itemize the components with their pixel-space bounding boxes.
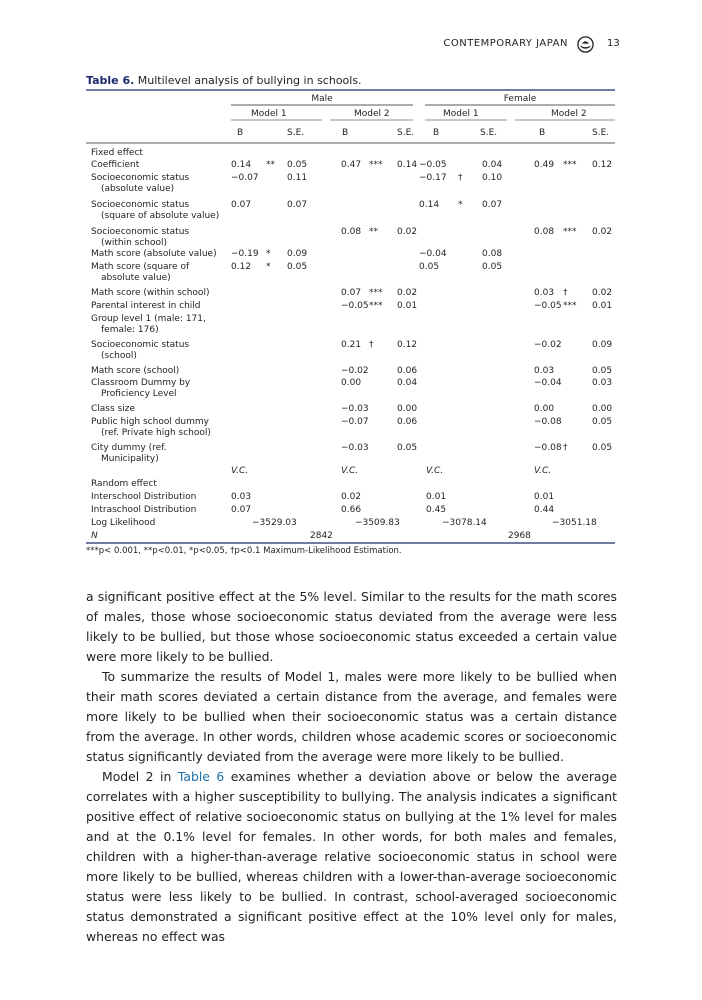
row-label: Socioeconomic status — [91, 173, 190, 183]
table-cell: −0.02 — [534, 340, 562, 350]
table-cell: 0.03 — [592, 378, 613, 388]
random-effect-label: Random effect — [91, 479, 157, 489]
paragraph: To summarize the results of Model 1, males were more likely to be bullied when their math scores deviated a certain distance from the average, and females were more likely to be bullied when their socioeconomic status was a certain distance from the average. In other words, children whose academic scores or socioeconomic status significantly deviated from the average were more likely to be bullied. — [86, 669, 617, 764]
table-cell: 0.08 — [534, 227, 555, 237]
table-cell: 0.03 — [534, 366, 555, 376]
table-cell: 0.00 — [341, 378, 362, 388]
regression-table: Male Female Model 1 Model 2 Model 1 Model 2 B S.E. B S.E. B S.E. B S.E. Fixed effect Coefficient 0.14 ** 0.05 0.47 *** 0.14 −0.05 0.04 0.49 *** 0.12 Socioeconomic status (absolute value) −0.07 0.11 −0.17 † 0.10 Socioeconomic status (square of absolute value) 0.07 0.07 0.14 * 0.07 Socioeconomic status (within school) 0.08 ** 0.02 0.08 *** 0.02 Math score (absolute value) −0.19 * 0.09 −0.04 0.08 Math score (square of absolute value) 0.12 * 0.05 0.05 0.05 Math score (within school) 0.07 *** 0.02 0.03 † 0.02 Parental interest in child −0.05 *** 0.01 −0.05 *** 0.01 Group level 1 (male: 171, female: 176) Socioeconomic status (school) 0.21 † 0.12 −0.02 0.09 Math score (school) −0.02 0.06 0.03 0.05 Classroom Dummy by Proficiency Level 0.00 0.04 −0.04 0.03 Class size −0.03 0.00 0.00 0.00 Public high school dummy (ref. Private high school) −0.07 0.06 −0.08 0.05 City dummy (ref. Municipality) −0.03 0.05 −0.08 † 0.05 V.C. V.C. V.C. V.C. Random effect Interschool Distribution 0.03 0.02 0.01 0.01 Intraschool Distribution 0.07 0.66 0.45 0.44 Log Likelihood −3529.03 −3509.83 −3078.14 −3051.18 N 2842 2968 — [86, 86, 615, 546]
table-cell: −0.05 — [341, 301, 369, 311]
table-cell: −0.03 — [341, 443, 369, 453]
table-cell: 0.00 — [534, 404, 555, 414]
random-value: 0.45 — [426, 505, 447, 515]
table-cell: 0.05 — [419, 262, 440, 272]
col-head: S.E. — [592, 128, 610, 138]
table-cell: 0.05 — [592, 443, 613, 453]
model-head: Model 1 — [443, 109, 479, 119]
row-label: Math score (square of — [91, 262, 190, 272]
col-head: S.E. — [480, 128, 498, 138]
significance-marker: * — [266, 249, 271, 259]
random-value: 0.07 — [231, 505, 252, 515]
table-cell: 0.14 — [419, 200, 440, 210]
row-label: Classroom Dummy by — [91, 378, 191, 388]
table-cell: 0.12 — [231, 262, 252, 272]
table-cell: 0.00 — [592, 404, 613, 414]
col-head: S.E. — [287, 128, 305, 138]
journal-logo-icon — [577, 36, 594, 53]
significance-marker: † — [563, 288, 568, 298]
row-label: Socioeconomic status — [91, 200, 190, 210]
row-label: Socioeconomic status — [91, 340, 190, 350]
table-cell: 0.02 — [592, 288, 613, 298]
table-cell: −0.02 — [341, 366, 369, 376]
n-value: 2968 — [508, 531, 531, 541]
significance-marker: † — [458, 173, 463, 183]
running-header — [0, 36, 702, 52]
col-head: S.E. — [397, 128, 415, 138]
row-label: Math score (school) — [91, 366, 180, 376]
row-label-continuation: (square of absolute value) — [101, 211, 220, 221]
model-head: Model 1 — [251, 109, 287, 119]
model-head: Model 2 — [551, 109, 587, 119]
table-cell: −0.04 — [419, 249, 447, 259]
table-cell: 0.05 — [592, 366, 613, 376]
row-label-continuation: (ref. Private high school) — [101, 428, 211, 438]
table-footnote: ***p< 0.001, **p<0.01, *p<0.05, †p<0.1 Maximum-Likelihood Estimation. — [86, 546, 402, 556]
random-row-label: Intraschool Distribution — [91, 505, 197, 515]
significance-marker: * — [458, 200, 463, 210]
random-value: 0.66 — [341, 505, 362, 515]
table-cell: 0.07 — [341, 288, 362, 298]
row-label: Socioeconomic status — [91, 227, 190, 237]
significance-marker: † — [369, 340, 374, 350]
log-likelihood-value: −3078.14 — [442, 518, 487, 528]
log-likelihood-value: −3509.83 — [355, 518, 400, 528]
random-value: 0.01 — [426, 492, 447, 502]
row-label: Fixed effect — [91, 148, 143, 158]
table-cell: −0.05 — [534, 301, 562, 311]
row-label: Parental interest in child — [91, 301, 201, 311]
row-label-continuation: (school) — [101, 351, 137, 361]
table-cell: 0.11 — [287, 173, 308, 183]
row-label: Math score (within school) — [91, 288, 210, 298]
table-cell: −0.19 — [231, 249, 259, 259]
col-head: B — [539, 128, 546, 138]
table-cell: −0.05 — [419, 160, 447, 170]
log-likelihood-value: −3051.18 — [552, 518, 597, 528]
table-cell: 0.01 — [397, 301, 418, 311]
table-cell: 0.49 — [534, 160, 555, 170]
table-cell: −0.17 — [419, 173, 447, 183]
table-cell: 0.00 — [397, 404, 418, 414]
col-head: B — [237, 128, 244, 138]
table-cell: 0.06 — [397, 417, 418, 427]
row-label: Group level 1 (male: 171, — [91, 314, 206, 324]
n-value: 2842 — [310, 531, 333, 541]
table-cell: 0.04 — [397, 378, 418, 388]
significance-marker: *** — [369, 160, 383, 170]
table-6-link[interactable]: Table 6 — [177, 769, 225, 784]
significance-marker: *** — [563, 301, 577, 311]
significance-marker: *** — [563, 227, 577, 237]
table-cell: −0.07 — [231, 173, 259, 183]
row-label-continuation: (absolute value) — [101, 184, 175, 194]
table-cell: 0.05 — [397, 443, 418, 453]
table-cell: −0.07 — [341, 417, 369, 427]
table-cell: 0.07 — [482, 200, 503, 210]
row-label-continuation: absolute value) — [101, 273, 171, 283]
table-cell: −0.03 — [341, 404, 369, 414]
table-cell: −0.08 — [534, 443, 562, 453]
significance-marker: ** — [369, 227, 378, 237]
table-cell: 0.02 — [592, 227, 613, 237]
row-label: Math score (absolute value) — [91, 249, 217, 259]
model-head: Model 2 — [354, 109, 390, 119]
random-value: 0.01 — [534, 492, 555, 502]
table-cell: 0.14 — [397, 160, 418, 170]
table-cell: 0.02 — [397, 288, 418, 298]
significance-marker: † — [563, 443, 568, 453]
table-cell: 0.02 — [397, 227, 418, 237]
vc-label: V.C. — [341, 466, 359, 476]
vc-label: V.C. — [426, 466, 444, 476]
body-text — [86, 587, 617, 947]
n-label: N — [91, 531, 98, 541]
page-number: 13 — [607, 38, 620, 49]
table-title: Multilevel analysis of bullying in schools. — [137, 74, 362, 87]
row-label-continuation: (within school) — [101, 238, 168, 248]
table-cell: 0.21 — [341, 340, 362, 350]
paragraph-text: examines whether a deviation above or below the average correlates with a higher susceptibility to bullying. The analysis indicates a significant positive effect of relative socioeconomic status on bullying at the 1% level for males and at the 0.1% level for females. In other words, for both males and females, children with a higher-than-average relative socioeconomic status in school were more likely to be bullied, whereas children with a lower-than-average socioeconomic status were less likely to be bullied. In contrast, school-averaged socioeconomic status demonstrated a significant positive effect at the 10% level only for males, whereas no effect was — [86, 769, 617, 944]
significance-marker: *** — [369, 288, 383, 298]
table-cell: 0.06 — [397, 366, 418, 376]
table-cell: −0.04 — [534, 378, 562, 388]
table-cell: 0.03 — [534, 288, 555, 298]
row-label-continuation: Proficiency Level — [101, 389, 177, 399]
significance-marker: ** — [266, 160, 275, 170]
row-label: Coefficient — [91, 160, 140, 170]
paragraph-text: Model 2 in — [102, 769, 178, 784]
table-cell: 0.05 — [287, 160, 308, 170]
table-cell: 0.07 — [287, 200, 308, 210]
random-value: 0.02 — [341, 492, 362, 502]
journal-name: CONTEMPORARY JAPAN — [443, 38, 568, 49]
table-cell: 0.47 — [341, 160, 362, 170]
vc-label: V.C. — [534, 466, 552, 476]
table-cell: 0.10 — [482, 173, 503, 183]
paragraph — [86, 767, 617, 947]
row-label: Class size — [91, 404, 135, 414]
row-label-continuation: Municipality) — [101, 454, 159, 464]
random-row-label: Interschool Distribution — [91, 492, 197, 502]
table-cell: 0.07 — [231, 200, 252, 210]
table-cell: 0.04 — [482, 160, 503, 170]
table-cell: 0.08 — [341, 227, 362, 237]
table-cell: 0.14 — [231, 160, 252, 170]
table-cell: 0.12 — [397, 340, 418, 350]
table-cell: 0.09 — [592, 340, 613, 350]
col-head: B — [342, 128, 349, 138]
table-label: Table 6. — [86, 74, 135, 87]
log-likelihood-value: −3529.03 — [252, 518, 297, 528]
row-label: City dummy (ref. — [91, 443, 167, 453]
row-label: Public high school dummy — [91, 417, 209, 427]
random-value: 0.44 — [534, 505, 555, 515]
random-value: 0.03 — [231, 492, 252, 502]
table-cell: 0.05 — [287, 262, 308, 272]
table-cell: 0.12 — [592, 160, 613, 170]
row-label-continuation: female: 176) — [101, 325, 159, 335]
table-cell: 0.01 — [592, 301, 613, 311]
table-cell: 0.05 — [592, 417, 613, 427]
paragraph: a significant positive effect at the 5% level. Similar to the results for the math scores of males, those whose socioeconomic status deviated from the average were less likely to be bullied, but those whose socioeconomic status exceeded a certain value were more likely to be bullied. — [86, 589, 617, 664]
col-head: B — [433, 128, 440, 138]
significance-marker: *** — [563, 160, 577, 170]
log-likelihood-label: Log Likelihood — [91, 518, 156, 528]
table-cell: 0.08 — [482, 249, 503, 259]
significance-marker: * — [266, 262, 271, 272]
table-cell: −0.08 — [534, 417, 562, 427]
table-cell: 0.09 — [287, 249, 308, 259]
vc-label: V.C. — [231, 466, 249, 476]
significance-marker: *** — [369, 301, 383, 311]
table-cell: 0.05 — [482, 262, 503, 272]
